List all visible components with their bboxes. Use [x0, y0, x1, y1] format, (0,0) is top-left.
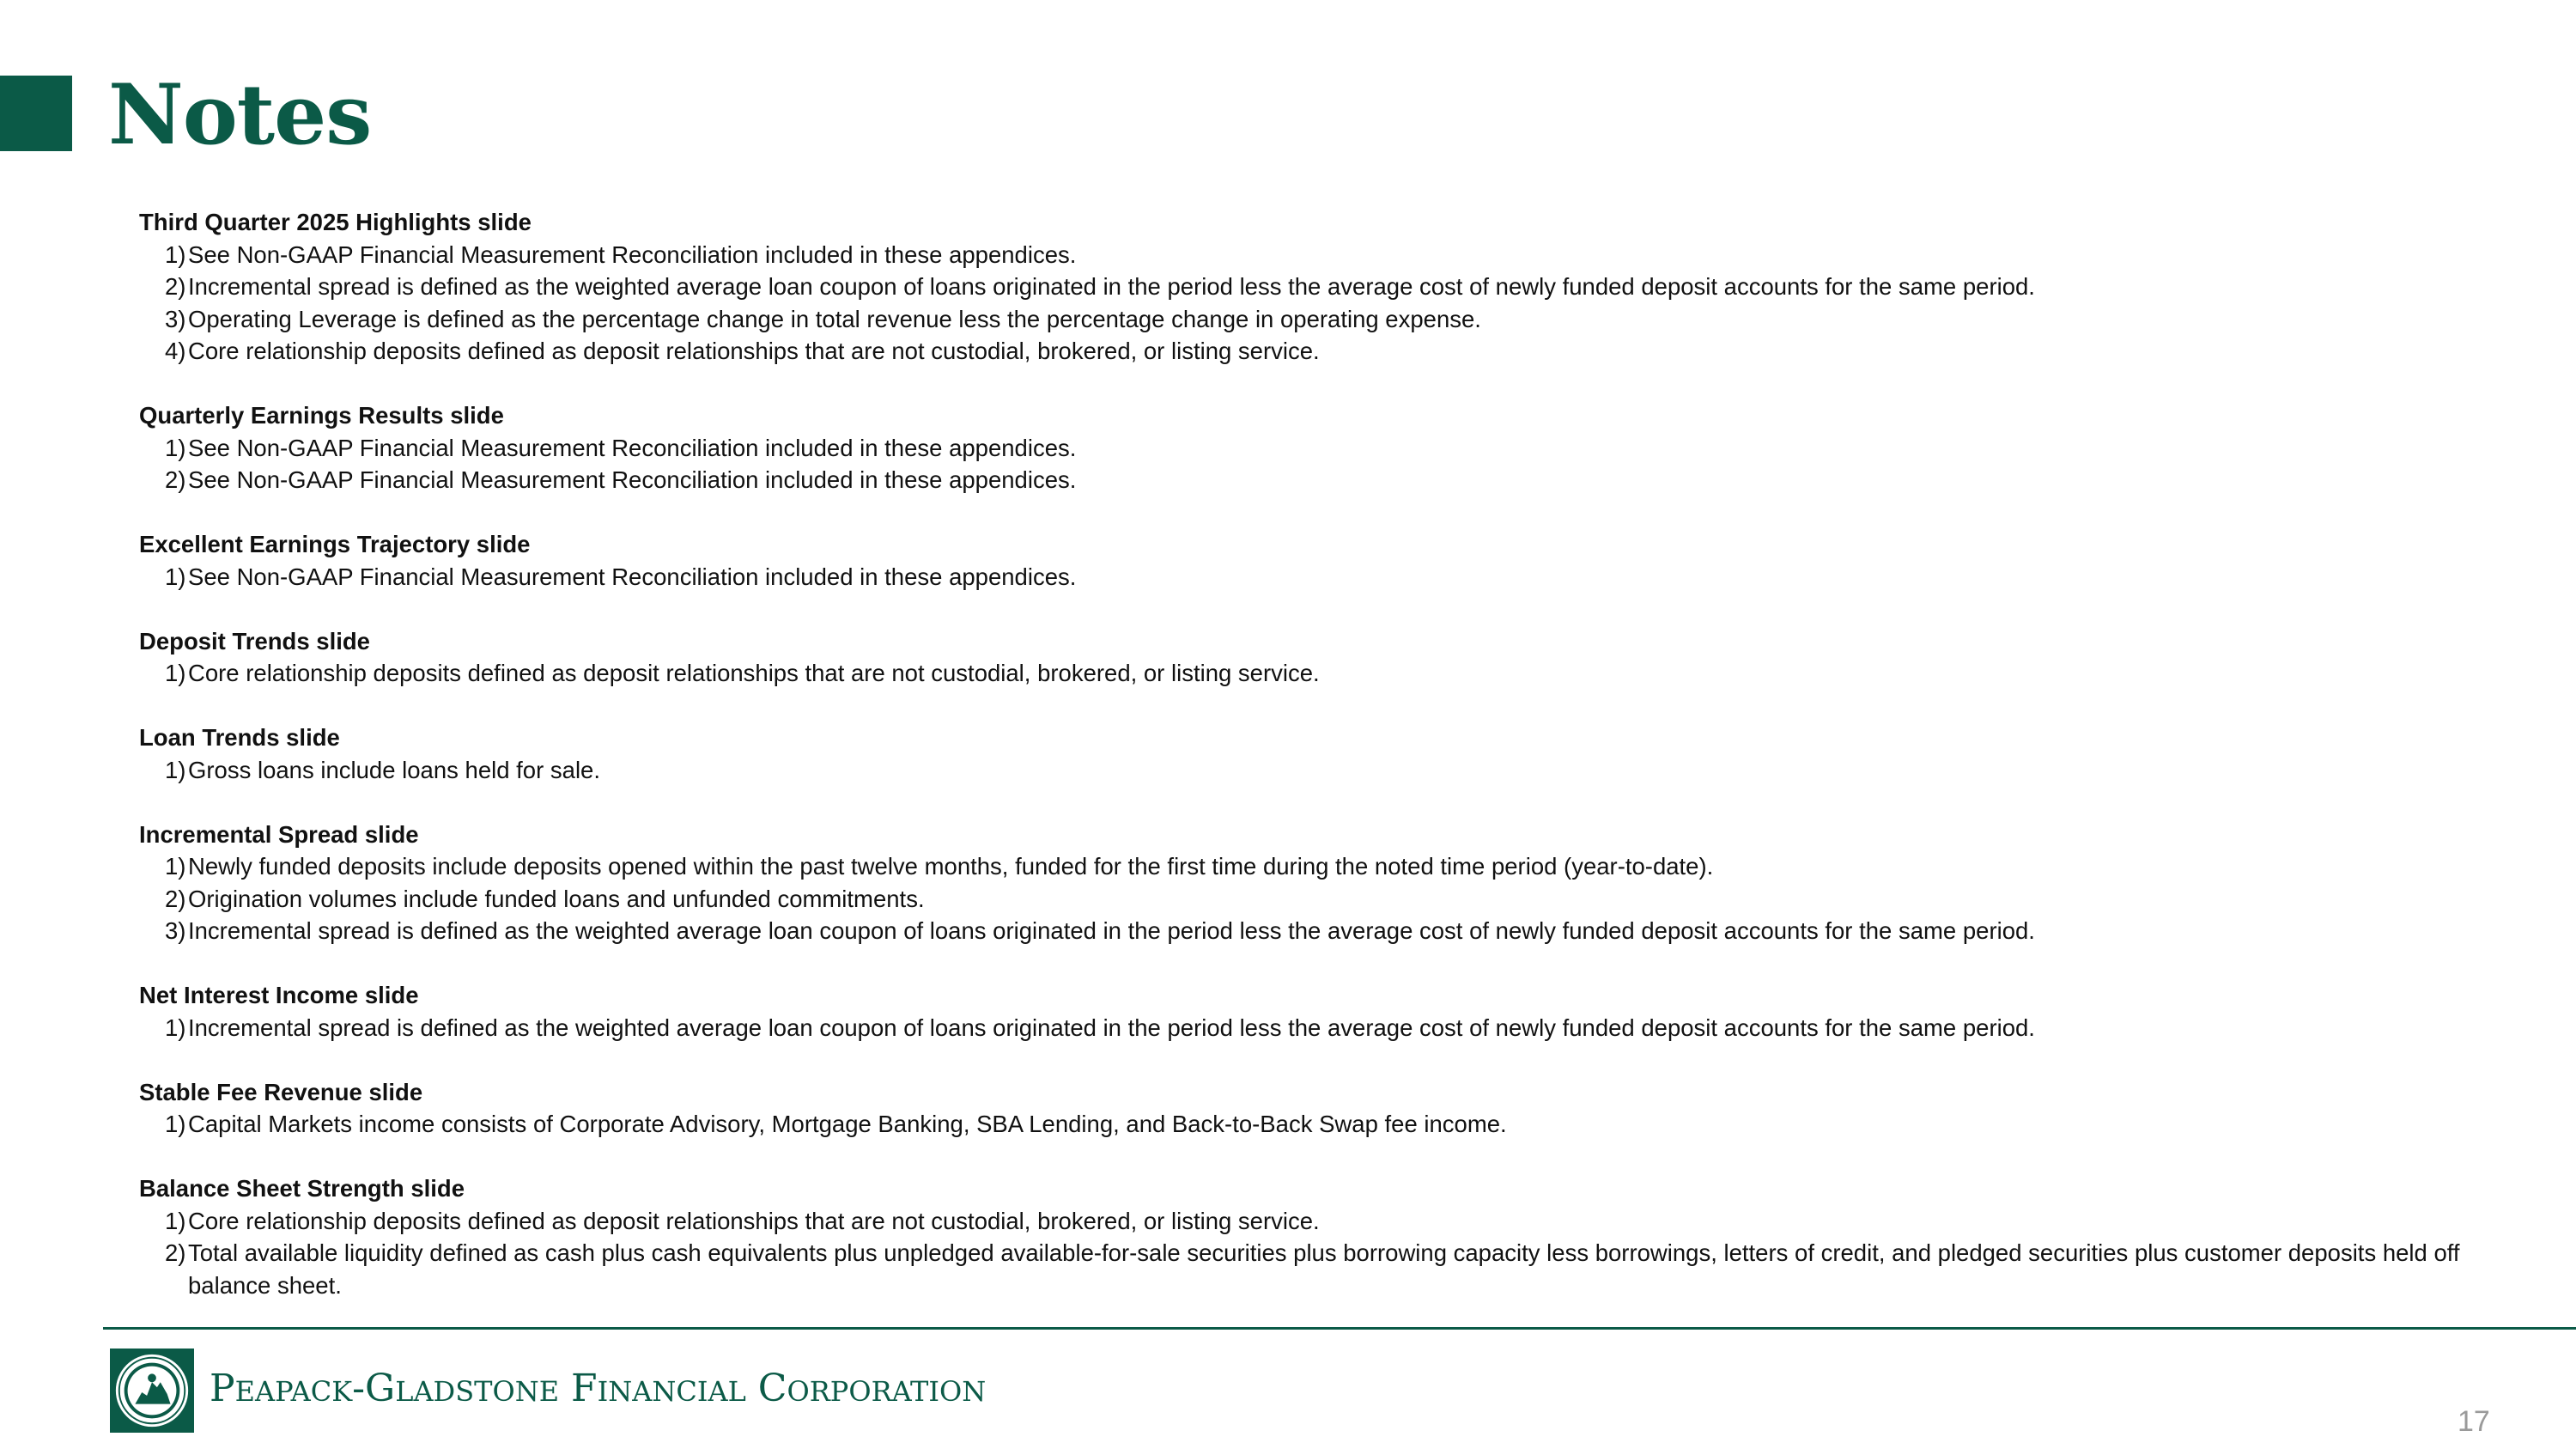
note-item	[139, 883, 2543, 916]
notes-section	[139, 206, 2543, 368]
note-item	[139, 464, 2543, 496]
company-name-rest: EAPACK	[234, 1375, 353, 1408]
section-title: Balance Sheet Strength slide	[139, 1175, 465, 1202]
note-text: Total available liquidity defined as cash plus cash equivalents plus unpledged available-for-sale securities plus borrowing capacity less borrowings, letters of credit, and pledged securities plus customer deposits held off balance sheet.	[188, 1239, 2460, 1299]
company-name-initial: -G	[352, 1367, 396, 1410]
notes-section	[139, 979, 2543, 1044]
note-item	[139, 657, 2543, 690]
note-item	[139, 754, 2543, 787]
company-name-rest: LADSTONE	[395, 1375, 560, 1408]
note-number: 1)	[165, 434, 186, 461]
note-item	[139, 1237, 2543, 1301]
note-item	[139, 432, 2543, 465]
note-item	[139, 1108, 2543, 1141]
section-title: Net Interest Income slide	[139, 982, 419, 1008]
note-number: 3)	[165, 305, 186, 332]
section-title: Third Quarter 2025 Highlights slide	[139, 209, 532, 235]
footer-divider	[103, 1327, 2576, 1330]
page-title: Notes	[108, 66, 372, 163]
note-item	[139, 335, 2543, 368]
note-text: Incremental spread is defined as the weighted average loan coupon of loans originated in the period less the average cost of newly funded deposit accounts for the same period.	[188, 1014, 2035, 1041]
note-number: 1)	[165, 660, 186, 686]
note-item	[139, 303, 2543, 336]
page-number: 17	[2458, 1405, 2490, 1438]
notes-list	[139, 206, 2543, 1334]
note-text: Core relationship deposits defined as deposit relationships that are not custodial, brokered, or listing service.	[188, 660, 1320, 686]
company-name-rest: INANCIAL	[597, 1375, 746, 1408]
note-number: 1)	[165, 756, 186, 783]
note-text: Origination volumes include funded loans and unfunded commitments.	[188, 885, 925, 912]
section-title: Deposit Trends slide	[139, 627, 370, 654]
notes-section	[139, 819, 2543, 947]
note-number: 1)	[165, 853, 186, 880]
note-text: Core relationship deposits defined as deposit relationships that are not custodial, brokered, or listing service.	[188, 1207, 1320, 1234]
notes-section	[139, 1076, 2543, 1141]
note-number: 2)	[165, 466, 186, 493]
note-item	[139, 1012, 2543, 1044]
note-text: Core relationship deposits defined as deposit relationships that are not custodial, brokered, or listing service.	[188, 338, 1320, 364]
section-title: Stable Fee Revenue slide	[139, 1078, 423, 1105]
note-number: 4)	[165, 338, 186, 364]
note-text: Operating Leverage is defined as the percentage change in total revenue less the percentage change in operating expense.	[188, 305, 1481, 332]
note-number: 2)	[165, 885, 186, 912]
note-text: Gross loans include loans held for sale.	[188, 756, 600, 783]
notes-section	[139, 721, 2543, 786]
note-item	[139, 271, 2543, 303]
note-number: 2)	[165, 273, 186, 300]
note-item	[139, 1205, 2543, 1238]
note-number: 1)	[165, 1111, 186, 1137]
note-text: See Non-GAAP Financial Measurement Reconciliation included in these appendices.	[188, 466, 1077, 493]
company-name-initial: C	[745, 1367, 787, 1410]
section-title: Incremental Spread slide	[139, 820, 419, 848]
note-text: Capital Markets income consists of Corporate Advisory, Mortgage Banking, SBA Lending, and Back-to-Back Swap fee income.	[188, 1111, 1507, 1137]
note-number: 3)	[165, 917, 186, 944]
title-accent-square	[0, 76, 72, 151]
company-name-initial: F	[559, 1367, 598, 1410]
company-seal-logo	[110, 1349, 194, 1433]
company-name-rest: ORPORATION	[787, 1375, 987, 1408]
note-number: 1)	[165, 1014, 186, 1041]
note-text: See Non-GAAP Financial Measurement Reconciliation included in these appendices.	[188, 563, 1077, 590]
note-item	[139, 850, 2543, 883]
note-text: See Non-GAAP Financial Measurement Reconciliation included in these appendices.	[188, 240, 1077, 268]
notes-section	[139, 399, 2543, 496]
note-number: 1)	[165, 1207, 186, 1234]
note-text: Incremental spread is defined as the weighted average loan coupon of loans originated in the period less the average cost of newly funded deposit accounts for the same period.	[188, 273, 2035, 300]
company-name	[210, 1367, 986, 1413]
note-number: 2)	[165, 1239, 186, 1266]
section-title: Loan Trends slide	[139, 724, 340, 751]
section-title: Excellent Earnings Trajectory slide	[139, 531, 531, 557]
note-number: 1)	[165, 563, 186, 590]
note-item	[139, 561, 2543, 594]
company-name-initial: P	[210, 1367, 235, 1410]
notes-section	[139, 528, 2543, 593]
note-item	[139, 239, 2543, 271]
note-text: Incremental spread is defined as the weighted average loan coupon of loans originated in the period less the average cost of newly funded deposit accounts for the same period.	[188, 917, 2035, 944]
note-text: See Non-GAAP Financial Measurement Reconciliation included in these appendices.	[188, 434, 1077, 461]
notes-section	[139, 625, 2543, 690]
section-title: Quarterly Earnings Results slide	[139, 402, 504, 429]
note-number: 1)	[165, 240, 186, 268]
notes-section	[139, 1172, 2543, 1301]
note-item	[139, 915, 2543, 947]
note-text: Newly funded deposits include deposits opened within the past twelve months, funded for the first time during the noted time period (year-to-date).	[188, 853, 1714, 880]
